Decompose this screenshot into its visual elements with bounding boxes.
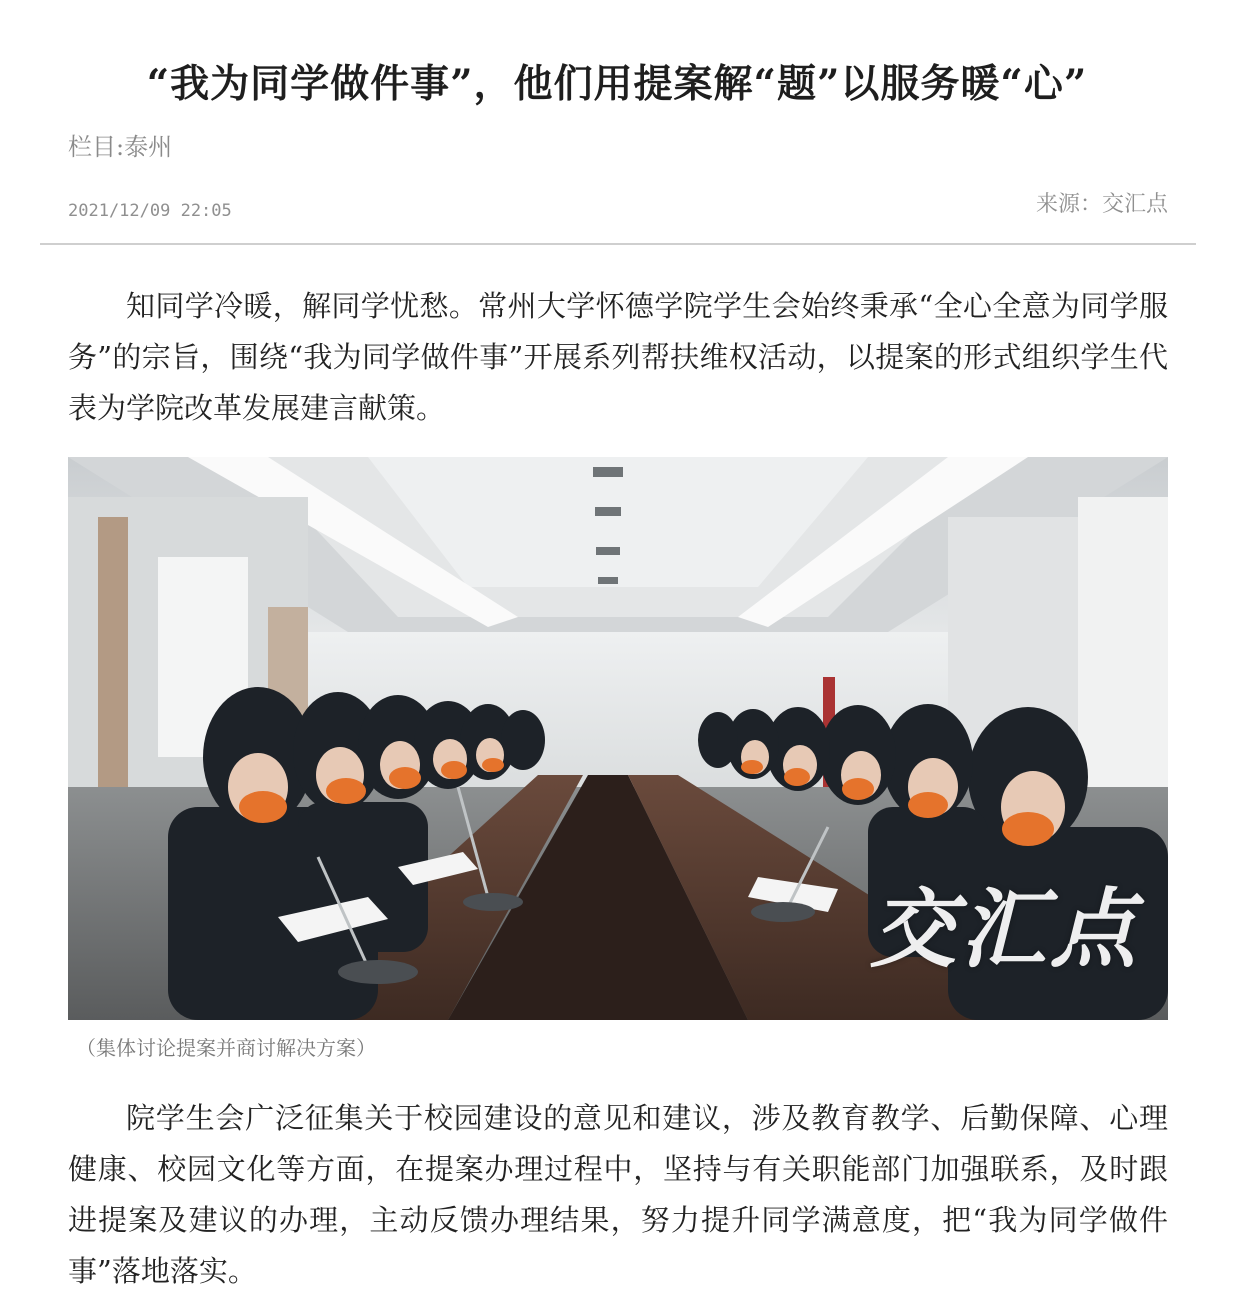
- article-title: “我为同学做件事”，他们用提案解“题”以服务暖“心”: [146, 61, 1088, 108]
- column-label: 栏目:泰州: [68, 133, 173, 161]
- header-divider: [40, 243, 1196, 245]
- publish-date: 2021/12/09 22:05: [68, 201, 232, 221]
- watermark-logo: 交汇点: [870, 879, 1140, 980]
- article-paragraph-2: 院学生会广泛征集关于校园建设的意见和建议，涉及教育教学、后勤保障、心理健康、校园文化等方面，在提案办理过程中，坚持与有关职能部门加强联系，及时跟进提案及建议的办理，主动反馈办理结果，努力提升同学满意度，把“我为同学做件事”落地落实。: [68, 1101, 1168, 1288]
- article-paragraph-1: 知同学冷暖，解同学忧愁。常州大学怀德学院学生会始终秉承“全心全意为同学服务”的宗旨，围绕“我为同学做件事”开展系列帮扶维权活动，以提案的形式组织学生代表为学院改革发展建言献策。: [68, 289, 1168, 425]
- photo-caption: （集体讨论提案并商讨解决方案）: [76, 1036, 376, 1060]
- meeting-photo: [68, 457, 1168, 1020]
- source-label: 来源：交汇点: [1035, 192, 1168, 217]
